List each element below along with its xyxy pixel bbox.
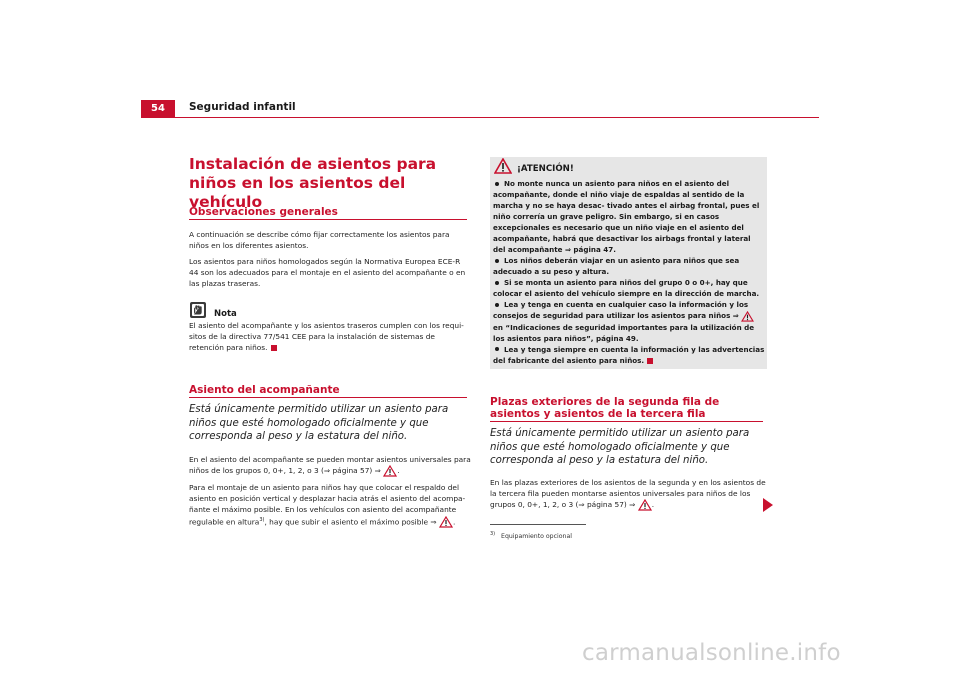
watermark: carmanualsonline.info (582, 640, 841, 666)
passenger-p2b: , hay que subir el asiento el máximo posible ⇒ (264, 517, 437, 527)
warning-item (493, 344, 765, 366)
outer-seats-p1: En las plazas exteriores de los asientos de la segunda y en los asientos de la tercera fila pueden montarse asientos universales para niños de los grupos 0, 0+, 1, 2, o 3 (⇒ página 57) ⇒ (490, 478, 766, 509)
warning-item-text: en “Indicaciones de seguridad importantes para la utilización de los asientos para niños”, página 49. (493, 322, 755, 343)
footnote-ref: 3) (259, 517, 265, 523)
passenger-p2a: Para el montaje de un asiento para niños hay que colocar el respaldo del asiento en posición vertical y desplazar hacia atrás el asiento del acompa- ñante el máximo posible. En los vehículos con asiento del acompañante regulable en altura (189, 483, 466, 527)
note-label: Nota (214, 309, 237, 319)
warning-item-text: Si se monta un asiento para niños del grupo 0 o 0+, hay que colocar el asiento del vehículo siempre en la dirección de marcha. (493, 278, 760, 298)
outer-seats-lead: Está únicamente permitido utilizar un asiento para niños que esté homologado oficialmente y que corresponda al peso y la estatura del niño. (490, 428, 750, 466)
section-heading-passenger: Asiento del acompañante (189, 384, 340, 396)
paragraph: A continuación se describe cómo fijar correctamente los asientos para niños en los diferentes asientos. (189, 230, 450, 250)
paragraph: Los asientos para niños homologados según la Normativa Europea ECE-R 44 son los adecuados para el montaje en el asiento del acompañante o en las plazas traseras. (189, 257, 466, 288)
footnote-mark: 3) (490, 531, 496, 537)
paragraph: En el asiento del acompañante se pueden montar asientos universales para niños de los grupos 0, 0+, 1, 2, o 3 (⇒ página 57) ⇒ . (189, 455, 471, 475)
paragraph: Para el montaje de un asiento para niños hay que colocar el respaldo del asiento en posición vertical y desplazar hacia atrás el asiento del acompa- ñante el máximo posible. En los vehículos con asiento del acompañante regulable en altura$^{3)}$, hay que subir el asiento el máximo posible ⇒ . (189, 483, 466, 527)
bullet-icon (495, 281, 499, 285)
bullet-icon (495, 259, 499, 263)
footnote (490, 531, 572, 540)
warning-item-text: Los niños deberán viajar en un asiento para niños que sea adecuado a su peso y altura. (493, 256, 740, 276)
note-text-block (189, 320, 471, 353)
section-rule (189, 397, 467, 398)
warning-triangle-icon (741, 311, 754, 322)
warning-item (493, 277, 765, 299)
bullet-icon (495, 347, 499, 351)
warning-triangle-icon (439, 516, 453, 528)
warning-item (493, 178, 765, 255)
section-heading-outer-seats: Plazas exteriores de la segunda fila de asientos y asientos de la tercera fila (490, 396, 720, 420)
warning-item-text: Lea y tenga siempre en cuenta la información y las advertencias del fabricante del asiento para niños. (493, 344, 765, 365)
next-page-arrow-icon (763, 498, 773, 512)
passenger-lead: Está únicamente permitido utilizar un asiento para niños que esté homologado oficialmente y que corresponda al peso y la estatura del niño. (189, 404, 449, 442)
footnote-rule (490, 524, 586, 525)
bullet-icon (495, 182, 499, 186)
passenger-text (189, 454, 473, 533)
warning-triangle-icon (638, 499, 652, 511)
general-text (189, 229, 471, 294)
section-heading-general: Observaciones generales (189, 206, 338, 218)
passenger-p1: En el asiento del acompañante se pueden montar asientos universales para niños de los grupos 0, 0+, 1, 2, o 3 (⇒ página 57) ⇒ (189, 455, 471, 475)
note-text: El asiento del acompañante y los asientos traseros cumplen con los requi- sitos de la directiva 77/541 CEE para la instalación de sistemas de retención para niños. (189, 321, 464, 352)
warning-item-text: Lea y tenga en cuenta en cualquier caso la información y los consejos de seguridad para utilizar los asientos para niños ⇒ (493, 300, 749, 320)
paragraph: En las plazas exteriores de los asientos de la segunda y en los asientos de la tercera fila pueden montarse asientos universales para niños de los grupos 0, 0+, 1, 2, o 3 (⇒ página 57) ⇒ . (490, 478, 766, 509)
bullet-icon (495, 303, 499, 307)
warning-list (493, 178, 765, 366)
footnote-text: Equipamiento opcional (501, 533, 572, 541)
warning-item-text: No monte nunca un asiento para niños en el asiento del acompañante, donde el niño viaje de espaldas al sentido de la marcha y no se haya desac- tivado antes el airbag frontal, pues el niño correría un grave peligro. Sin embargo, si en casos excepcionales es necesario que un niño viaje en el asiento del acompañante, habrá que desactivar los airbags frontal y lateral del acompañante ⇒ página 47. (493, 179, 760, 254)
warning-triangle-icon (494, 158, 512, 178)
running-head: Seguridad infantil (189, 101, 296, 113)
page-number: 54 (141, 100, 175, 117)
warning-item (493, 299, 765, 344)
end-mark (647, 358, 653, 364)
warning-title: ¡ATENCIÓN! (517, 164, 574, 174)
warning-triangle-icon (383, 465, 397, 477)
end-mark (271, 345, 277, 351)
warning-item (493, 255, 765, 277)
section-rule (189, 219, 467, 220)
section-rule (490, 421, 763, 422)
outer-seats-text (490, 477, 770, 516)
header-rule (141, 117, 819, 118)
chapter-title: Instalación de asientos para niños en los asientos del vehículo (189, 155, 437, 211)
